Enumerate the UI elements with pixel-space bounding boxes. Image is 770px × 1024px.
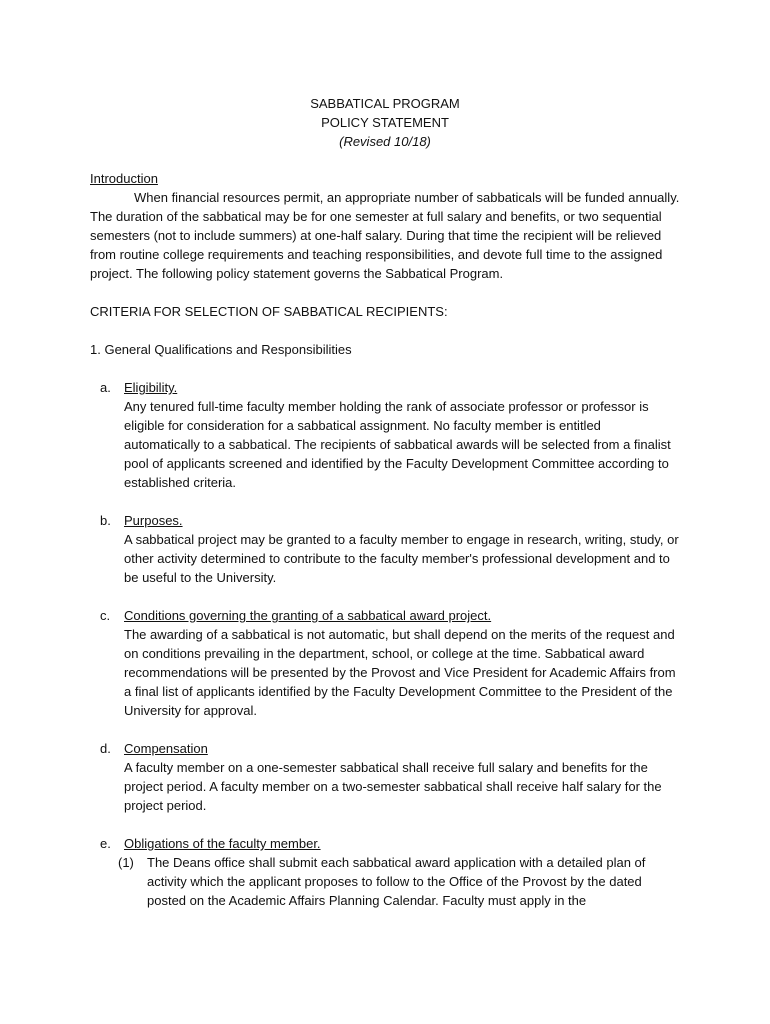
item-heading: Conditions governing the granting of a sabbatical award project. [124,608,492,623]
item-body: Any tenured full-time faculty member holding the rank of associate professor or professor is eligible for consideration for a sabbatical assignment. No faculty member is entitled automatically to a sabbatical. The recipients of sabbatical awards will be selected from a finalist pool of applicants screened and identified by the Faculty Development Committee according to established criteria. [124,399,671,490]
item-heading: Compensation [124,741,208,756]
item-letter: e. [100,836,111,851]
introduction-section [90,169,680,283]
criteria-heading: CRITERIA FOR SELECTION OF SABBATICAL RECIPIENTS: [90,304,448,319]
item-body: The awarding of a sabbatical is not automatic, but shall depend on the merits of the request and on conditions prevailing in the department, school, or college at the time. Sabbatical award recommendations will be presented by the Provost and Vice President for Academic Affairs from a final list of applicants identified by the Faculty Development Committee to the President of the University for approval. [124,627,676,718]
item-letter: c. [100,608,111,623]
obligation-subitem-1 [90,853,680,910]
item-body: A faculty member on a one-semester sabbatical shall receive full salary and benefits for the project period. A faculty member on a two-semester sabbatical shall receive half salary for the project period. [124,760,662,813]
item-letter: a. [100,380,111,395]
introduction-heading: Introduction [90,171,158,186]
item-letter: b. [100,513,111,528]
item-letter: d. [100,741,111,756]
document-page [90,94,680,910]
subitem-body: The Deans office shall submit each sabbatical award application with a detailed plan of activity which the applicant proposes to follow to the Office of the Provost by the dated posted on the Academic Affairs Planning Calendar. Faculty must apply in the [147,855,646,908]
revision-date: (Revised 10/18) [339,134,431,149]
item-body: A sabbatical project may be granted to a faculty member to engage in research, writing, study, or other activity determined to contribute to the faculty member's professional development and to be useful to the University. [124,532,679,585]
item-purposes [90,511,680,587]
item-obligations [90,834,680,910]
section-1-heading: 1. General Qualifications and Responsibilities [90,342,352,357]
item-conditions [90,606,680,720]
title-line-1: SABBATICAL PROGRAM [310,96,460,111]
title-block [90,94,680,151]
item-eligibility [90,378,680,492]
item-compensation [90,739,680,815]
subitem-number: (1) [118,855,134,870]
introduction-paragraph: When financial resources permit, an appropriate number of sabbaticals will be funded annually. The duration of the sabbatical may be for one semester at full salary and benefits, or two sequential semesters (not to include summers) at one-half salary. During that time the recipient will be relieved from routine college requirements and teaching responsibilities, and devote full time to the assigned project. The following policy statement governs the Sabbatical Program. [90,190,680,281]
item-heading: Purposes. [124,513,183,528]
item-heading: Eligibility. [124,380,178,395]
title-line-2: POLICY STATEMENT [321,115,449,130]
item-heading: Obligations of the faculty member. [124,836,321,851]
